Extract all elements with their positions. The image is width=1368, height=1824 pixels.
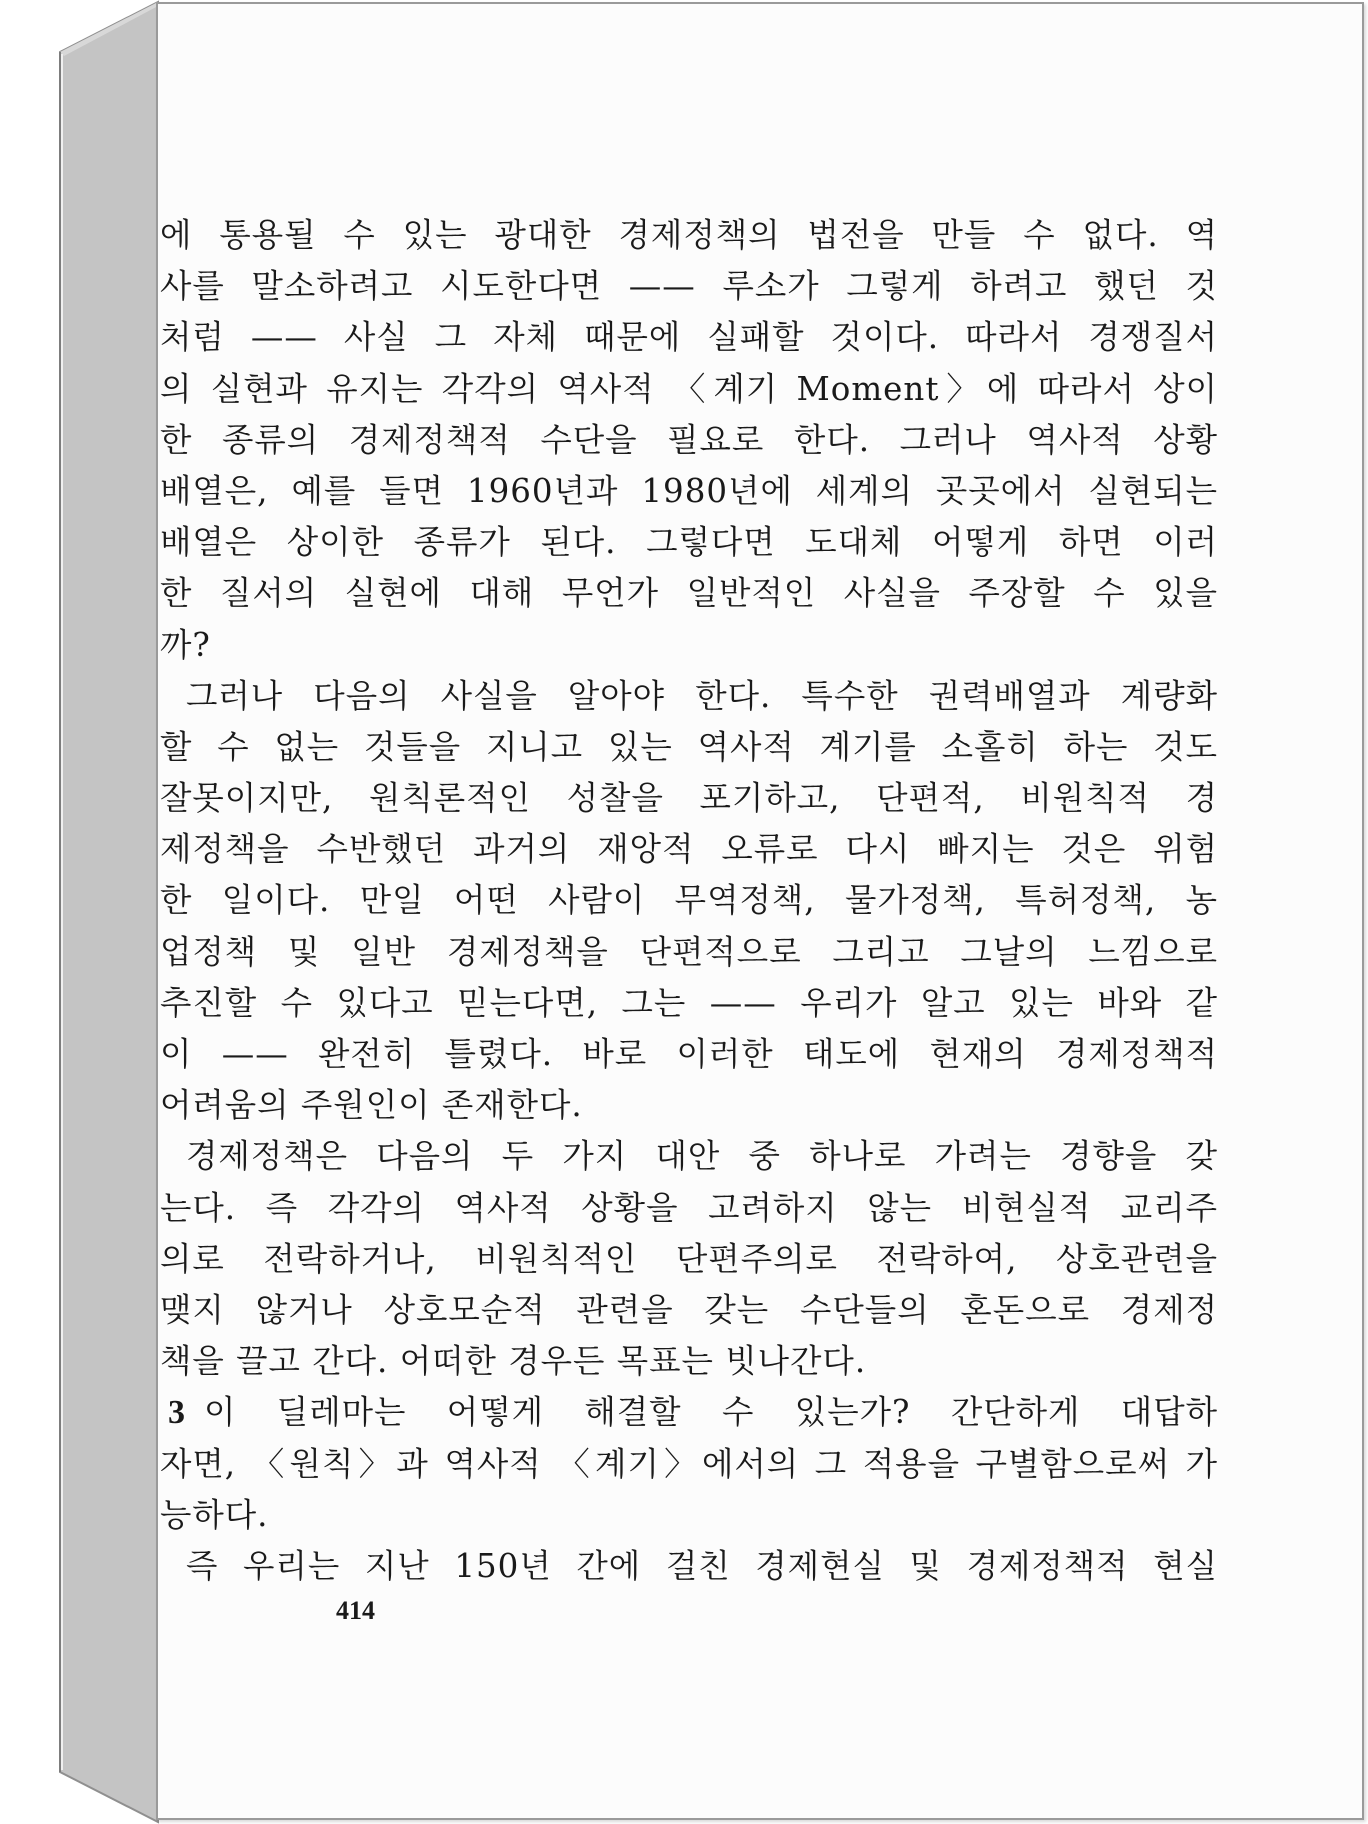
text-line: 추진할 수 있다고 믿는다면, 그는 —— 우리가 알고 있는 바와 같 — [160, 983, 1218, 1022]
section-number: 3 — [168, 1394, 186, 1432]
text-line: 할 수 없는 것들을 지니고 있는 역사적 계기를 소홀히 하는 것도 — [160, 727, 1218, 766]
page-number: 414 — [336, 1596, 375, 1625]
text-line: 한 질서의 실현에 대해 무언가 일반적인 사실을 주장할 수 있을 — [160, 574, 1218, 613]
paragraph-start: 즉 우리는 지난 150년 간에 걸친 경제현실 및 경제정책적 현실 — [186, 1546, 1218, 1585]
text-line: 배열은 상이한 종류가 된다. 그렇다면 도대체 어떻게 하면 이러 — [160, 523, 1218, 562]
page-edge-stack — [0, 0, 160, 1824]
paragraph-start: 경제정책은 다음의 두 가지 대안 중 하나로 가려는 경향을 갖 — [186, 1137, 1218, 1176]
text-line: 의 실현과 유지는 각각의 역사적 〈계기 Moment〉에 따라서 상이 — [160, 369, 1218, 408]
text-line: 이 —— 완전히 틀렸다. 바로 이러한 태도에 현재의 경제정책적 — [160, 1035, 1218, 1073]
body-text — [160, 210, 1218, 1592]
text-line: 책을 끌고 간다. 어떠한 경우든 목표는 빗나간다. — [160, 1342, 867, 1381]
text-line: 자면, 〈원칙〉과 역사적 〈계기〉에서의 그 적용을 구별함으로써 가 — [160, 1444, 1218, 1483]
text-line: 처럼 —— 사실 그 자체 때문에 실패할 것이다. 따라서 경쟁질서 — [160, 318, 1218, 357]
text-line: 어려움의 주원인이 존재한다. — [160, 1086, 583, 1125]
text-line: 에 통용될 수 있는 광대한 경제정책의 법전을 만들 수 없다. 역 — [160, 216, 1218, 254]
text-line: 업정책 및 일반 경제정책을 단편적으로 그리고 그날의 느낌으로 — [160, 932, 1218, 971]
text-line: 맺지 않거나 상호모순적 관련을 갖는 수단들의 혼돈으로 경제정 — [160, 1290, 1218, 1329]
text-line: 사를 말소하려고 시도한다면 —— 루소가 그렇게 하려고 했던 것 — [160, 267, 1218, 306]
text-line: 는다. 즉 각각의 역사적 상황을 고려하지 않는 비현실적 교리주 — [160, 1188, 1218, 1227]
text-line: 까? — [160, 625, 211, 664]
paragraph-start: 그러나 다음의 사실을 알아야 한다. 특수한 권력배열과 계량화 — [186, 676, 1218, 715]
text-line: 제정책을 수반했던 과거의 재앙적 오류로 다시 빠지는 것은 위험 — [160, 830, 1218, 869]
text-line: 배열은, 예를 들면 1960년과 1980년에 세계의 곳곳에서 실현되는 — [160, 471, 1218, 510]
section-line-text: 이 딜레마는 어떻게 해결할 수 있는가? 간단하게 대답하 — [204, 1393, 1218, 1432]
text-line: 한 종류의 경제정책적 수단을 필요로 한다. 그러나 역사적 상황 — [160, 420, 1218, 459]
section-paragraph-start — [160, 1387, 1218, 1438]
text-line: 한 일이다. 만일 어떤 사람이 무역정책, 물가정책, 특허정책, 농 — [160, 881, 1218, 920]
text-line: 능하다. — [160, 1495, 269, 1534]
text-line: 잘못이지만, 원칙론적인 성찰을 포기하고, 단편적, 비원칙적 경 — [160, 779, 1218, 818]
text-line: 의로 전락하거나, 비원칙적인 단편주의로 전락하여, 상호관련을 — [160, 1239, 1218, 1278]
